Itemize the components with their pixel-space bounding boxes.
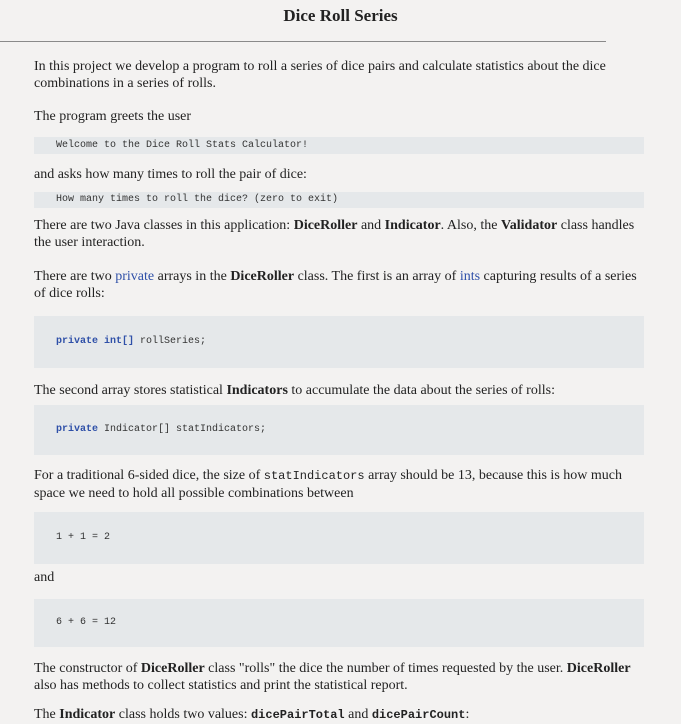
arrays-text: There are two	[34, 269, 116, 284]
dicepairtotal-mono: dicePairTotal	[250, 708, 345, 722]
howmany-code-block: How many times to roll the dice? (zero to exit)	[34, 192, 644, 208]
dicepaircount-mono: dicePairCount	[371, 708, 466, 722]
arrays-paragraph	[34, 268, 644, 302]
code-keyword: private int[]	[56, 336, 135, 347]
classes-paragraph	[34, 217, 644, 251]
class-name-indicator: Indicator	[59, 707, 116, 722]
private-keyword: private	[115, 269, 155, 284]
code-text: Indicator[] statIndicators;	[98, 424, 267, 435]
ctor-text: class "rolls" the dice the number of times requested by the user.	[204, 661, 567, 676]
indicators-bold: Indicators	[226, 383, 288, 398]
class-name-indicator: Indicator	[384, 218, 441, 233]
title-divider	[0, 41, 606, 42]
size-text: array should be 13, because this is how much space we need to hold all possible combinations between	[34, 468, 622, 501]
indicator-text: :	[465, 707, 470, 722]
classes-text: and	[357, 218, 385, 233]
size-paragraph	[34, 467, 644, 502]
class-name-diceroller: DiceRoller	[140, 661, 205, 676]
class-name-diceroller: DiceRoller	[293, 218, 358, 233]
greets-paragraph: The program greets the user	[34, 109, 192, 124]
second-text: The second array stores statistical	[34, 383, 227, 398]
indicator-text: and	[344, 707, 372, 722]
ctor-text: also has methods to collect statistics and print the statistical report.	[34, 678, 408, 693]
class-name-diceroller: DiceRoller	[230, 269, 295, 284]
code-keyword: private	[56, 424, 99, 435]
size-text: For a traditional 6-sided dice, the size of	[34, 468, 264, 483]
and-paragraph: and	[34, 570, 55, 585]
class-name-validator: Validator	[500, 218, 558, 233]
indicator-text: class holds two values:	[115, 707, 251, 722]
statindicators-mono: statIndicators	[263, 469, 365, 483]
statindicators-code-block	[34, 405, 644, 455]
arrays-text: class. The first is an array of	[294, 269, 460, 284]
ints-keyword: ints	[459, 269, 481, 284]
indicator-paragraph	[34, 706, 644, 724]
arrays-text: capturing results of a series of dice rolls:	[34, 269, 637, 301]
classes-text: There are two Java classes in this application:	[34, 218, 294, 233]
min-sum-code-block: 1 + 1 = 2	[34, 512, 644, 564]
page-title: Dice Roll Series	[283, 6, 398, 25]
second-array-paragraph	[34, 382, 644, 399]
classes-text: . Also, the	[440, 218, 501, 233]
arrays-text: arrays in the	[154, 269, 231, 284]
indicator-text: The	[34, 707, 60, 722]
rollseries-code-block	[34, 316, 644, 368]
asks-paragraph: and asks how many times to roll the pair of dice:	[34, 167, 307, 182]
constructor-paragraph	[34, 660, 644, 694]
classes-text: class handles the user interaction.	[34, 218, 635, 250]
ctor-text: The constructor of	[34, 661, 141, 676]
code-text: rollSeries;	[134, 336, 207, 347]
intro-paragraph: In this project we develop a program to roll a series of dice pairs and calculate statistics about the dice combinations in a series of rolls.	[34, 59, 606, 91]
class-name-diceroller: DiceRoller	[566, 661, 631, 676]
max-sum-code-block: 6 + 6 = 12	[34, 599, 644, 647]
document-body	[34, 58, 644, 724]
second-text: to accumulate the data about the series of rolls:	[287, 383, 555, 398]
welcome-code-block: Welcome to the Dice Roll Stats Calculator!	[34, 137, 644, 154]
